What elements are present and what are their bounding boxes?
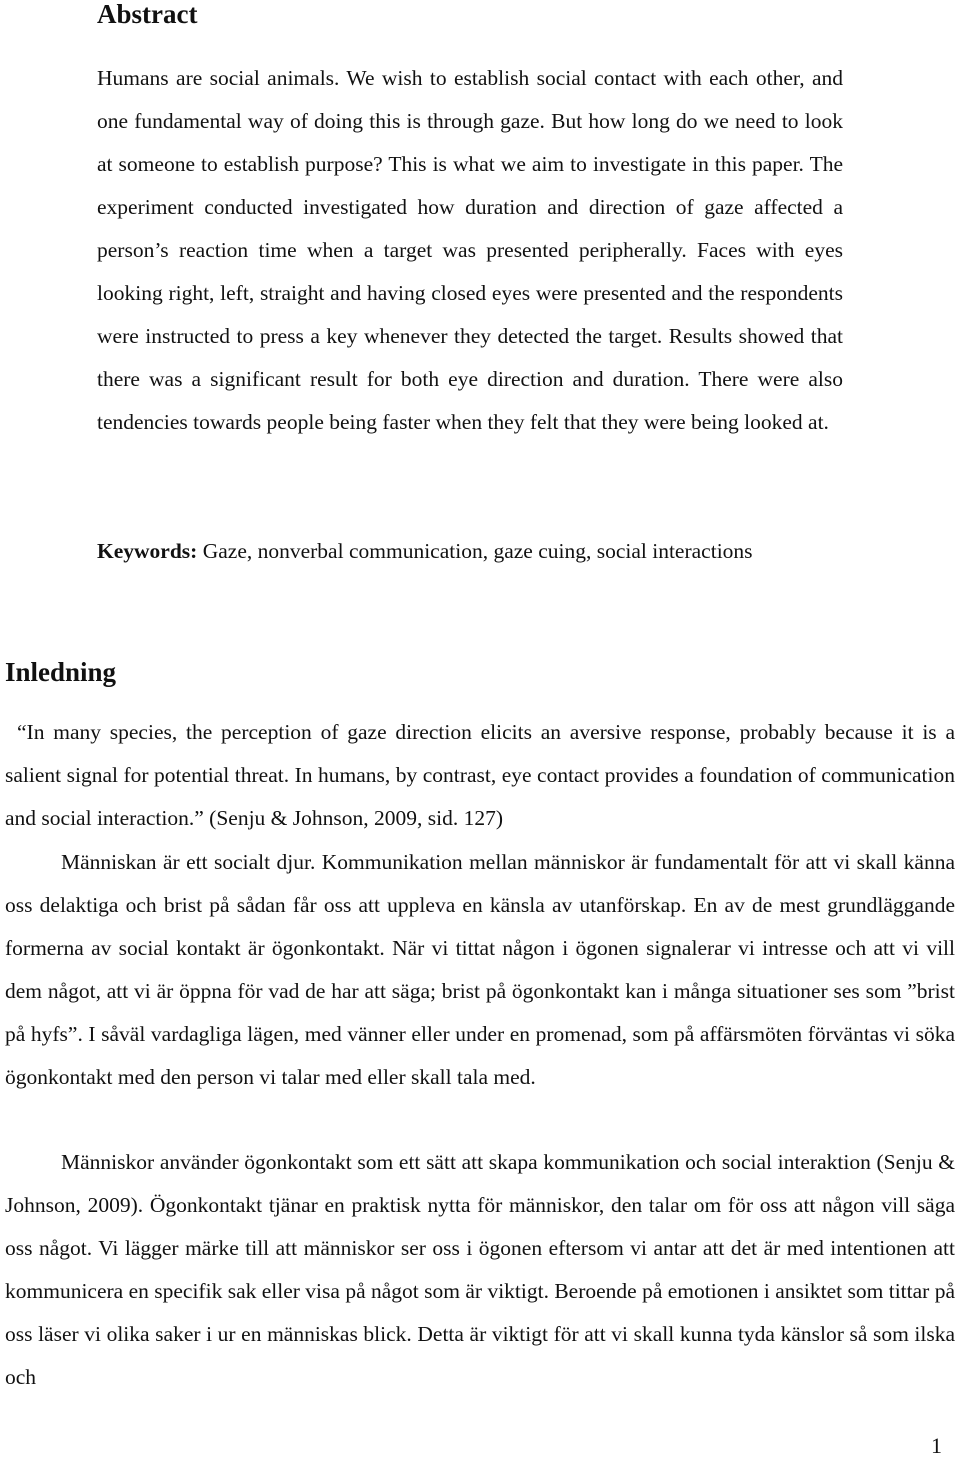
block-quote: “In many species, the perception of gaze direction elicits an aversive response, probably because it is a salient signal for potential threat. In humans, by contrast, eye contact provides a foundation of communication and social interaction.” (Senju & Johnson, 2009, sid. 127) <box>5 720 955 830</box>
abstract-heading: Abstract <box>97 0 198 29</box>
keywords-label: Keywords: <box>97 539 198 563</box>
abstract-text: Humans are social animals. We wish to establish social contact with each other, and one fundamental way of doing this is through gaze. But how long do we need to look at someone to establish purpose? This is what we aim to investigate in this paper. The experiment conducted investigated how duration and direction of gaze affected a person’s reaction time when a target was presented peripherally. Faces with eyes looking right, left, straight and having closed eyes were presented and the respondents were instructed to press a key whenever they detected the target. Results showed that there was a significant result for both eye direction and duration. There were also tendencies towards people being faster when they felt that they were being looked at. <box>97 66 843 434</box>
body-paragraph: Människor använder ögonkontakt som ett sätt att skapa kommunikation och social interaktion (Senju & Johnson, 2009). Ögonkontakt tjänar en praktisk nytta för människor, den talar om för oss att någon vill säga oss något. Vi lägger märke till att människor ser oss i ögonen eftersom vi antar att det är med intentionen att kommunicera en specifik sak eller visa på något som är viktigt. Beroende på emotionen i ansiktet som tittar på oss läser vi olika saker i ur en människas blick. Detta är viktigt för att vi skall kunna tyda känslor så som ilska och <box>5 1150 955 1389</box>
body-paragraph: Människan är ett socialt djur. Kommunikation mellan människor är fundamentalt för att vi skall känna oss delaktiga och brist på sådan får oss att uppleva en känsla av utanförskap. En av de mest grundläggande formerna av social kontakt är ögonkontakt. När vi tittat någon i ögonen signalerar vi intresse och att vi vill dem något, att vi är öppna för vad de har att säga; brist på ögonkontakt kan i många situationer ses som ”brist på hyfs”. I såväl vardagliga lägen, med vänner eller under en promenad, som på affärsmöten förväntas vi söka ögonkontakt med den person vi talar med eller skall tala med. <box>5 850 955 1089</box>
page-number: 1 <box>931 1433 942 1458</box>
keywords-line <box>97 530 843 573</box>
introduction-heading: Inledning <box>5 657 117 687</box>
keywords-text: Gaze, nonverbal communication, gaze cuing, social interactions <box>202 539 753 563</box>
